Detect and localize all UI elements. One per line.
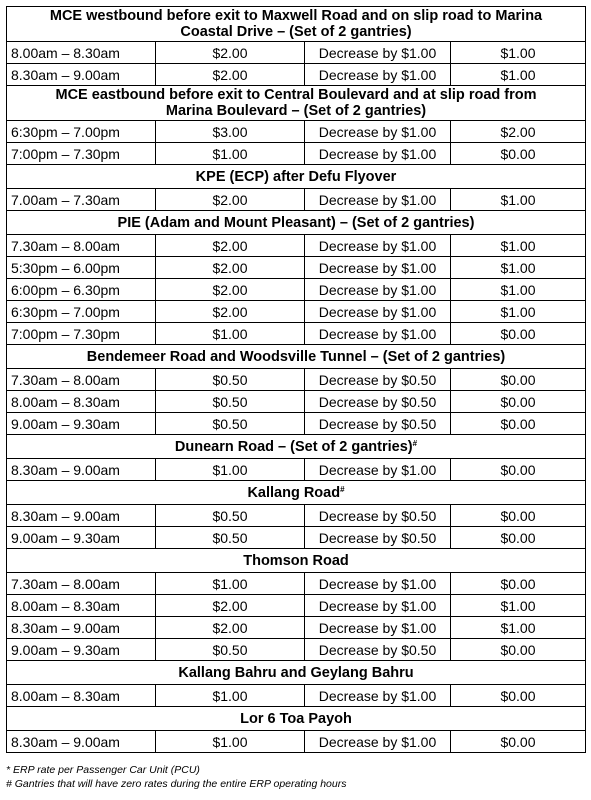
time-cell: 7:00pm – 7.30pm: [7, 323, 156, 345]
time-cell: 7.30am – 8.00am: [7, 369, 156, 391]
new-rate-cell: $0.00: [451, 685, 586, 707]
section-header-row: [7, 7, 586, 42]
current-rate-cell: $1.00: [156, 573, 305, 595]
current-rate-cell: $0.50: [156, 391, 305, 413]
section-title-line: MCE eastbound before exit to Central Boulevard and at slip road from: [55, 87, 537, 103]
current-rate-cell: $2.00: [156, 189, 305, 211]
current-rate-cell: $0.50: [156, 413, 305, 435]
table-row: [7, 391, 586, 413]
table-row: [7, 301, 586, 323]
table-row: [7, 527, 586, 549]
new-rate-cell: $1.00: [451, 595, 586, 617]
section-header-row: [7, 549, 586, 573]
rate-change-cell: Decrease by $1.00: [305, 301, 451, 323]
table-row: [7, 459, 586, 481]
table-row: [7, 573, 586, 595]
section-header-row: [7, 435, 586, 459]
current-rate-cell: $0.50: [156, 639, 305, 661]
current-rate-cell: $1.00: [156, 731, 305, 753]
section-title: [7, 211, 586, 235]
section-header-row: [7, 86, 586, 121]
new-rate-cell: $1.00: [451, 235, 586, 257]
current-rate-cell: $2.00: [156, 301, 305, 323]
rate-change-cell: Decrease by $0.50: [305, 527, 451, 549]
section-title: [7, 165, 586, 189]
new-rate-cell: $1.00: [451, 64, 586, 86]
section-header-row: [7, 211, 586, 235]
new-rate-cell: $0.00: [451, 731, 586, 753]
table-row: [7, 413, 586, 435]
section-title-line: PIE (Adam and Mount Pleasant) – (Set of 2 gantries): [117, 214, 475, 231]
current-rate-cell: $1.00: [156, 459, 305, 481]
current-rate-cell: $1.00: [156, 685, 305, 707]
time-cell: 5:30pm – 6.00pm: [7, 257, 156, 279]
new-rate-cell: $1.00: [451, 42, 586, 64]
current-rate-cell: $2.00: [156, 279, 305, 301]
rate-change-cell: Decrease by $1.00: [305, 42, 451, 64]
erp-rate-table: [6, 6, 586, 753]
new-rate-cell: $0.00: [451, 143, 586, 165]
table-row: [7, 685, 586, 707]
table-row: [7, 257, 586, 279]
current-rate-cell: $3.00: [156, 121, 305, 143]
time-cell: 7.30am – 8.00am: [7, 573, 156, 595]
section-title: [7, 435, 586, 459]
rate-change-cell: Decrease by $1.00: [305, 617, 451, 639]
rate-change-cell: Decrease by $1.00: [305, 257, 451, 279]
table-row: [7, 189, 586, 211]
section-title-line: Thomson Road: [243, 552, 349, 569]
rate-change-cell: Decrease by $1.00: [305, 323, 451, 345]
time-cell: 8.30am – 9.00am: [7, 731, 156, 753]
new-rate-cell: $0.00: [451, 505, 586, 527]
section-header-row: [7, 165, 586, 189]
section-title: [7, 345, 586, 369]
current-rate-cell: $2.00: [156, 617, 305, 639]
rate-change-cell: Decrease by $0.50: [305, 639, 451, 661]
new-rate-cell: $1.00: [451, 301, 586, 323]
rate-change-cell: Decrease by $1.00: [305, 573, 451, 595]
table-row: [7, 639, 586, 661]
table-row: [7, 505, 586, 527]
new-rate-cell: $0.00: [451, 323, 586, 345]
section-title-line: Bendemeer Road and Woodsville Tunnel – (Set of 2 gantries): [86, 348, 506, 365]
table-row: [7, 143, 586, 165]
section-header-row: [7, 661, 586, 685]
new-rate-cell: $1.00: [451, 617, 586, 639]
current-rate-cell: $2.00: [156, 595, 305, 617]
time-cell: 7.00am – 7.30am: [7, 189, 156, 211]
rate-change-cell: Decrease by $0.50: [305, 413, 451, 435]
time-cell: 8.00am – 8.30am: [7, 42, 156, 64]
rate-change-cell: Decrease by $1.00: [305, 595, 451, 617]
new-rate-cell: $0.00: [451, 459, 586, 481]
table-row: [7, 64, 586, 86]
rate-change-cell: Decrease by $0.50: [305, 369, 451, 391]
current-rate-cell: $2.00: [156, 64, 305, 86]
current-rate-cell: $2.00: [156, 257, 305, 279]
time-cell: 8.00am – 8.30am: [7, 685, 156, 707]
footnotes: [6, 763, 346, 791]
rate-change-cell: Decrease by $1.00: [305, 121, 451, 143]
section-title-line: Kallang Road: [247, 484, 341, 501]
footnote-mark: #: [340, 484, 345, 494]
section-title-line: MCE westbound before exit to Maxwell Road and on slip road to Marina: [49, 8, 543, 24]
rate-change-cell: Decrease by $1.00: [305, 731, 451, 753]
table-row: [7, 235, 586, 257]
section-header-row: [7, 481, 586, 505]
table-row: [7, 323, 586, 345]
new-rate-cell: $0.00: [451, 369, 586, 391]
new-rate-cell: $1.00: [451, 257, 586, 279]
rate-change-cell: Decrease by $1.00: [305, 235, 451, 257]
new-rate-cell: $1.00: [451, 189, 586, 211]
time-cell: 9.00am – 9.30am: [7, 527, 156, 549]
section-title: [7, 661, 586, 685]
current-rate-cell: $2.00: [156, 235, 305, 257]
section-title-line: Marina Boulevard – (Set of 2 gantries): [165, 103, 427, 119]
time-cell: 7:00pm – 7.30pm: [7, 143, 156, 165]
rate-change-cell: Decrease by $1.00: [305, 685, 451, 707]
rate-change-cell: Decrease by $0.50: [305, 391, 451, 413]
table-row: [7, 731, 586, 753]
footnote-pcu: * ERP rate per Passenger Car Unit (PCU): [6, 764, 200, 776]
footnote-mark: #: [412, 438, 418, 448]
erp-rate-table-body: [7, 7, 586, 753]
table-row: [7, 595, 586, 617]
current-rate-cell: $1.00: [156, 143, 305, 165]
new-rate-cell: $0.00: [451, 413, 586, 435]
section-header-row: [7, 345, 586, 369]
rate-change-cell: Decrease by $1.00: [305, 143, 451, 165]
table-row: [7, 369, 586, 391]
time-cell: 8.30am – 9.00am: [7, 64, 156, 86]
table-row: [7, 121, 586, 143]
footnote-zero-rates: # Gantries that will have zero rates during the entire ERP operating hours: [6, 778, 347, 790]
section-title-line: KPE (ECP) after Defu Flyover: [195, 168, 397, 185]
time-cell: 6:00pm – 6.30pm: [7, 279, 156, 301]
rate-change-cell: Decrease by $0.50: [305, 505, 451, 527]
table-row: [7, 279, 586, 301]
time-cell: 8.00am – 8.30am: [7, 391, 156, 413]
current-rate-cell: $0.50: [156, 505, 305, 527]
section-title-line: Kallang Bahru and Geylang Bahru: [178, 664, 414, 681]
section-title-line: Coastal Drive – (Set of 2 gantries): [180, 24, 412, 40]
time-cell: 8.30am – 9.00am: [7, 459, 156, 481]
time-cell: 6:30pm – 7.00pm: [7, 301, 156, 323]
rate-change-cell: Decrease by $1.00: [305, 459, 451, 481]
time-cell: 8.00am – 8.30am: [7, 595, 156, 617]
current-rate-cell: $0.50: [156, 369, 305, 391]
section-title: [7, 549, 586, 573]
rate-change-cell: Decrease by $1.00: [305, 279, 451, 301]
section-title-line: Dunearn Road – (Set of 2 gantries): [174, 438, 413, 455]
new-rate-cell: $0.00: [451, 573, 586, 595]
section-title: [7, 86, 586, 121]
section-header-row: [7, 707, 586, 731]
new-rate-cell: $2.00: [451, 121, 586, 143]
time-cell: 9.00am – 9.30am: [7, 639, 156, 661]
time-cell: 7.30am – 8.00am: [7, 235, 156, 257]
table-row: [7, 42, 586, 64]
time-cell: 8.30am – 9.00am: [7, 505, 156, 527]
new-rate-cell: $1.00: [451, 279, 586, 301]
new-rate-cell: $0.00: [451, 527, 586, 549]
section-title: [7, 481, 586, 505]
new-rate-cell: $0.00: [451, 639, 586, 661]
current-rate-cell: $1.00: [156, 323, 305, 345]
new-rate-cell: $0.00: [451, 391, 586, 413]
table-row: [7, 617, 586, 639]
time-cell: 8.30am – 9.00am: [7, 617, 156, 639]
current-rate-cell: $0.50: [156, 527, 305, 549]
rate-change-cell: Decrease by $1.00: [305, 64, 451, 86]
current-rate-cell: $2.00: [156, 42, 305, 64]
section-title: [7, 707, 586, 731]
rate-change-cell: Decrease by $1.00: [305, 189, 451, 211]
time-cell: 6:30pm – 7.00pm: [7, 121, 156, 143]
section-title-line: Lor 6 Toa Payoh: [240, 710, 352, 727]
time-cell: 9.00am – 9.30am: [7, 413, 156, 435]
section-title: [7, 7, 586, 42]
